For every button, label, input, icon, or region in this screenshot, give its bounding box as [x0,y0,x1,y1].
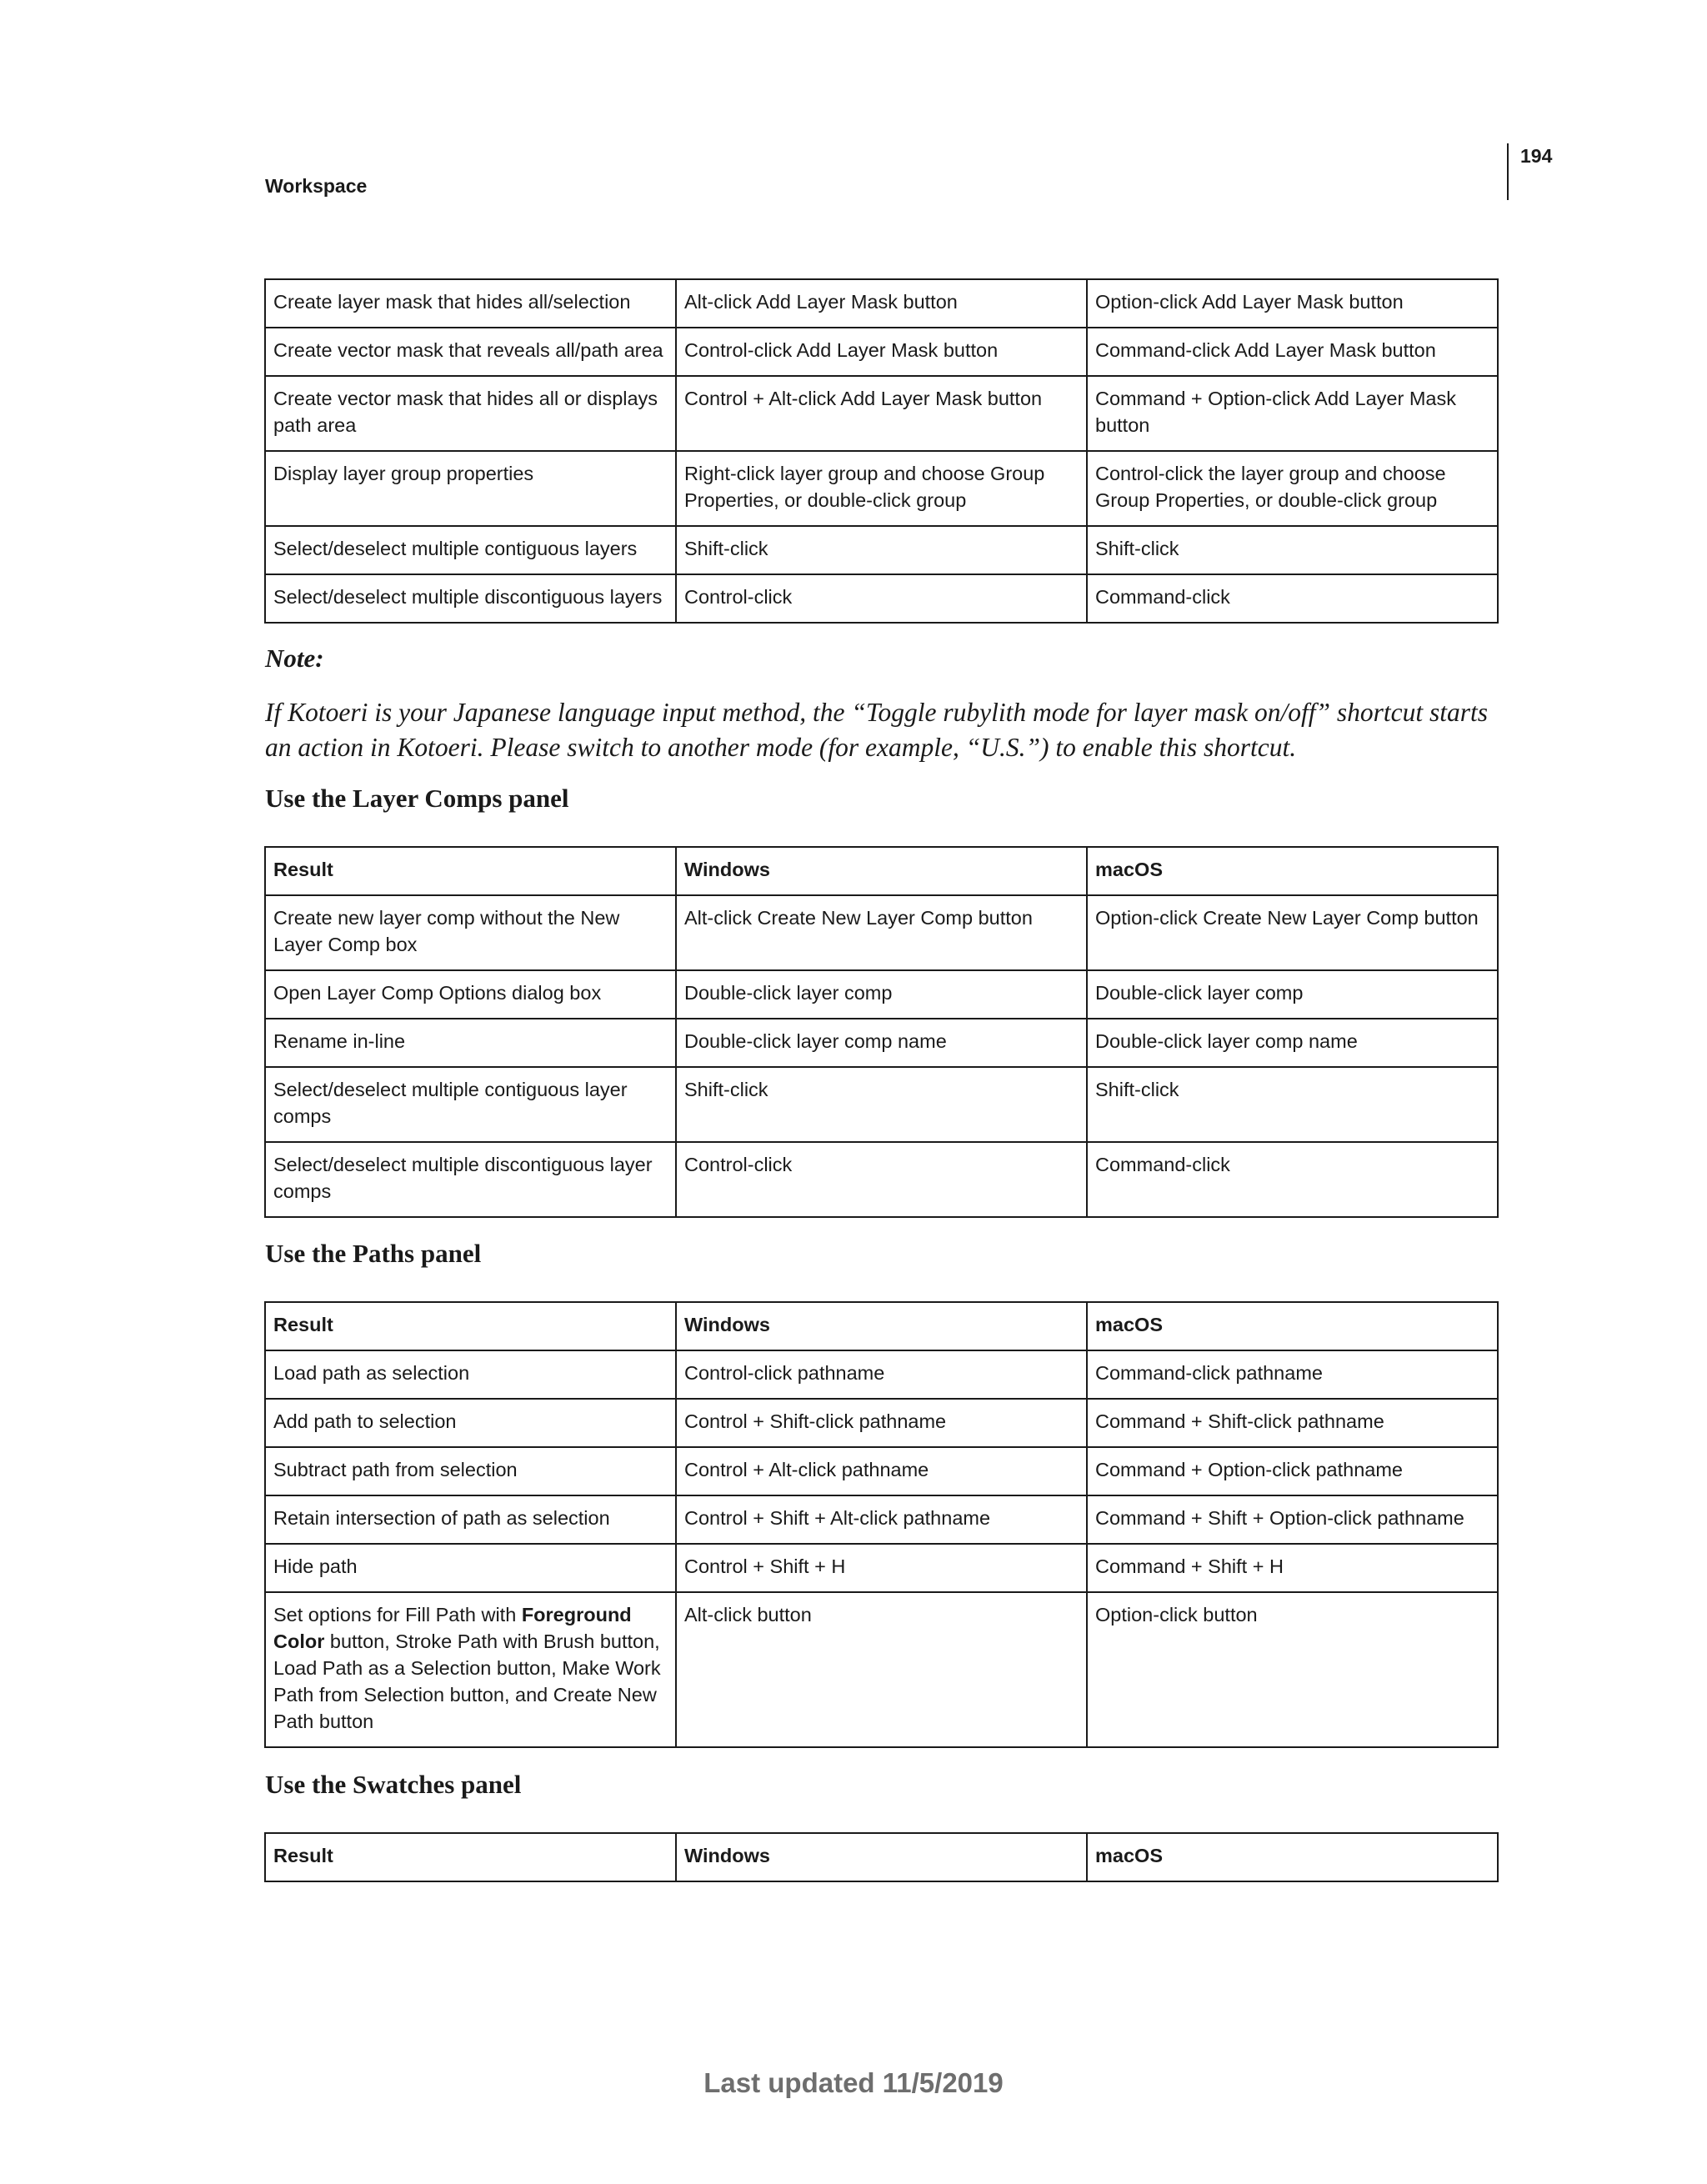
windows-cell: Double-click layer comp name [676,1019,1087,1067]
macos-cell: Command + Option-click pathname [1087,1447,1498,1495]
layer-comps-table [264,846,1499,1218]
result-cell: Select/deselect multiple discontiguous layer comps [265,1142,676,1217]
note-text: If Kotoeri is your Japanese language input method, the “Toggle rubylith mode for layer mask on/off” shortcut starts an action in Kotoeri. Please switch to another mode (for example, “U.S.”) to enable this shortcut. [265,698,1489,762]
windows-cell: Alt-click Create New Layer Comp button [676,895,1087,970]
macos-cell: Option-click Add Layer Mask button [1087,279,1498,328]
table-row [265,1142,1498,1217]
table-header-row [265,1833,1498,1881]
macos-cell: Double-click layer comp name [1087,1019,1498,1067]
page-number-rule [1507,143,1509,200]
result-cell: Select/deselect multiple contiguous layers [265,526,676,574]
macos-cell: Double-click layer comp [1087,970,1498,1019]
result-cell: Create layer mask that hides all/selection [265,279,676,328]
result-text-bold: Foreground Color [273,1604,632,1652]
table-row [265,1447,1498,1495]
windows-cell: Control + Shift + H [676,1544,1087,1592]
macos-cell: Command + Shift-click pathname [1087,1399,1498,1447]
section-heading-layer-comps: Use the Layer Comps panel [265,784,569,813]
layer-shortcuts-table [264,278,1499,624]
result-cell: Add path to selection [265,1399,676,1447]
column-header-windows: Windows [676,1833,1087,1881]
result-cell: Retain intersection of path as selection [265,1495,676,1544]
windows-cell: Shift-click [676,1067,1087,1142]
result-cell: Open Layer Comp Options dialog box [265,970,676,1019]
table-row [265,526,1498,574]
result-cell: Select/deselect multiple contiguous layer comps [265,1067,676,1142]
column-header-result: Result [265,1833,676,1881]
macos-cell: Shift-click [1087,1067,1498,1142]
table-row [265,1399,1498,1447]
column-header-macos: macOS [1087,847,1498,895]
macos-cell: Command + Option-click Add Layer Mask button [1087,376,1498,451]
table-row [265,376,1498,451]
macos-cell: Command-click Add Layer Mask button [1087,328,1498,376]
table-row [265,1067,1498,1142]
windows-cell: Alt-click button [676,1592,1087,1747]
table-row [265,970,1498,1019]
table-header-row [265,1302,1498,1350]
macos-cell: Command-click [1087,574,1498,623]
result-cell: Rename in-line [265,1019,676,1067]
table-header-row [265,847,1498,895]
table-row [265,1019,1498,1067]
windows-cell: Control-click [676,1142,1087,1217]
result-cell: Hide path [265,1544,676,1592]
windows-cell: Alt-click Add Layer Mask button [676,279,1087,328]
table-row [265,1592,1498,1747]
windows-cell: Shift-click [676,526,1087,574]
windows-cell: Control + Shift + Alt-click pathname [676,1495,1087,1544]
section-heading-paths: Use the Paths panel [265,1239,482,1268]
column-header-result: Result [265,1302,676,1350]
column-header-windows: Windows [676,1302,1087,1350]
windows-cell: Control + Shift-click pathname [676,1399,1087,1447]
table-row [265,1495,1498,1544]
table-row [265,1350,1498,1399]
macos-cell: Option-click button [1087,1592,1498,1747]
macos-cell: Control-click the layer group and choose Group Properties, or double-click group [1087,451,1498,526]
windows-cell: Control + Alt-click Add Layer Mask button [676,376,1087,451]
column-header-windows: Windows [676,847,1087,895]
result-text-start: Set options for Fill Path with [273,1604,522,1625]
table-row [265,895,1498,970]
column-header-macos: macOS [1087,1302,1498,1350]
paths-table [264,1301,1499,1748]
windows-cell: Control-click Add Layer Mask button [676,328,1087,376]
result-cell: Create new layer comp without the New Layer Comp box [265,895,676,970]
result-cell: Select/deselect multiple discontiguous layers [265,574,676,623]
result-cell: Load path as selection [265,1350,676,1399]
result-cell: Create vector mask that reveals all/path area [265,328,676,376]
running-head: Workspace [265,175,368,197]
page-number: 194 [1520,145,1553,167]
note-label: Note: [265,644,324,673]
table-row [265,1544,1498,1592]
windows-cell: Right-click layer group and choose Group Properties, or double-click group [676,451,1087,526]
macos-cell: Command + Shift + Option-click pathname [1087,1495,1498,1544]
column-header-result: Result [265,847,676,895]
windows-cell: Control-click pathname [676,1350,1087,1399]
column-header-macos: macOS [1087,1833,1498,1881]
windows-cell: Control-click [676,574,1087,623]
macos-cell: Option-click Create New Layer Comp button [1087,895,1498,970]
windows-cell: Double-click layer comp [676,970,1087,1019]
section-heading-swatches: Use the Swatches panel [265,1770,522,1799]
result-cell: Display layer group properties [265,451,676,526]
table-row [265,574,1498,623]
table-row [265,279,1498,328]
table-row [265,328,1498,376]
macos-cell: Shift-click [1087,526,1498,574]
footer-last-updated: Last updated 11/5/2019 [703,2067,1004,2098]
macos-cell: Command + Shift + H [1087,1544,1498,1592]
table-row [265,451,1498,526]
swatches-table [264,1832,1499,1882]
windows-cell: Control + Alt-click pathname [676,1447,1087,1495]
macos-cell: Command-click pathname [1087,1350,1498,1399]
result-cell [265,1592,676,1747]
result-text-end: button, Stroke Path with Brush button, Load Path as a Selection button, Make Work Path from Selection button, and Create New Path button [273,1630,661,1732]
macos-cell: Command-click [1087,1142,1498,1217]
result-cell: Subtract path from selection [265,1447,676,1495]
result-cell: Create vector mask that hides all or displays path area [265,376,676,451]
